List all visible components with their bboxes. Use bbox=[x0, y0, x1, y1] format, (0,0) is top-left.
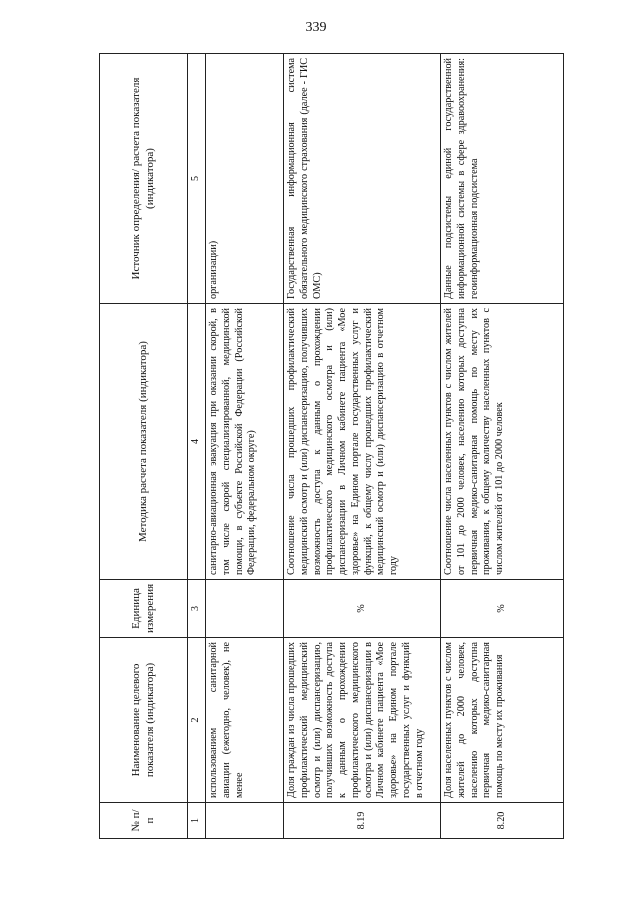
indicator-table bbox=[99, 53, 564, 839]
indicator-source: организации) bbox=[206, 54, 284, 304]
indicator-name: использованием санитарной авиации (ежегодно, человек), не менее bbox=[206, 638, 284, 803]
indicator-name: Доля населенных пунктов с числом жителей до 2000 человек, населению которых доступна первичная медико-санитарная помощь по месту их проживания bbox=[441, 638, 564, 803]
rotated-table-container bbox=[99, 54, 563, 839]
row-number: 8.19 bbox=[284, 803, 441, 839]
header-source: Источник определения/ расчета показателя (индикатора) bbox=[100, 54, 188, 304]
row-number: 8.20 bbox=[441, 803, 564, 839]
column-number: 3 bbox=[188, 580, 206, 638]
header-num: № п/п bbox=[100, 803, 188, 839]
column-number: 5 bbox=[188, 54, 206, 304]
indicator-method: Соотношение числа прошедших профилактический медицинский осмотр и (или) диспансеризацию, получивших возможность доступа к данным о прохождении профилактического медицинского осмотра и (или) диспансеризации в Личном кабинете пациента «Мое здоровье» на Едином портале государственных услуг и функций, к общему числу прошедших профилактический медицинский осмотр и (или) диспансеризацию в отчетном году bbox=[284, 304, 441, 580]
indicator-unit: % bbox=[284, 580, 441, 638]
indicator-unit bbox=[206, 580, 284, 638]
table-row bbox=[206, 54, 284, 839]
indicator-name: Доля граждан из числа прошедших профилактический медицинский осмотр и (или) диспансеризацию, получивших возможность доступа к данным о прохождении профилактического медицинского осмотра и (или) диспансеризации в Личном кабинете пациента «Мое здоровье» на Едином портале государственных услуг и функций в отчетном году bbox=[284, 638, 441, 803]
column-number: 4 bbox=[188, 304, 206, 580]
table-row bbox=[284, 54, 441, 839]
header-method: Методика расчета показателя (индикатора) bbox=[100, 304, 188, 580]
page-number: 339 bbox=[305, 20, 327, 35]
column-number: 1 bbox=[188, 803, 206, 839]
header-row bbox=[100, 54, 188, 839]
header-unit: Единица измерения bbox=[100, 580, 188, 638]
column-number-row bbox=[188, 54, 206, 839]
table-row bbox=[441, 54, 564, 839]
indicator-unit: % bbox=[441, 580, 564, 638]
column-number: 2 bbox=[188, 638, 206, 803]
header-name: Наименование целевого показателя (индикатора) bbox=[100, 638, 188, 803]
row-number bbox=[206, 803, 284, 839]
indicator-method: санитарно-авиационная эвакуация при оказании скорой, в том числе скорой специализированной, медицинской помощи, в субъекте Российской Федерации (Российской Федерации, федеральном округе) bbox=[206, 304, 284, 580]
indicator-source: Данные подсистемы единой государственной информационной системы в сфере здравоохранения: геоинформационная подсистема bbox=[441, 54, 564, 304]
indicator-method: Соотношение числа населенных пунктов с числом жителей от 101 до 2000 человек, населению которых доступна первичная медико-санитарная помощь по месту их проживания, к общему количеству населенных пунктов с числом жителей от 101 до 2000 человек bbox=[441, 304, 564, 580]
indicator-source: Государственная информационная система обязательного медицинского страхования (далее - ГИС ОМС) bbox=[284, 54, 441, 304]
